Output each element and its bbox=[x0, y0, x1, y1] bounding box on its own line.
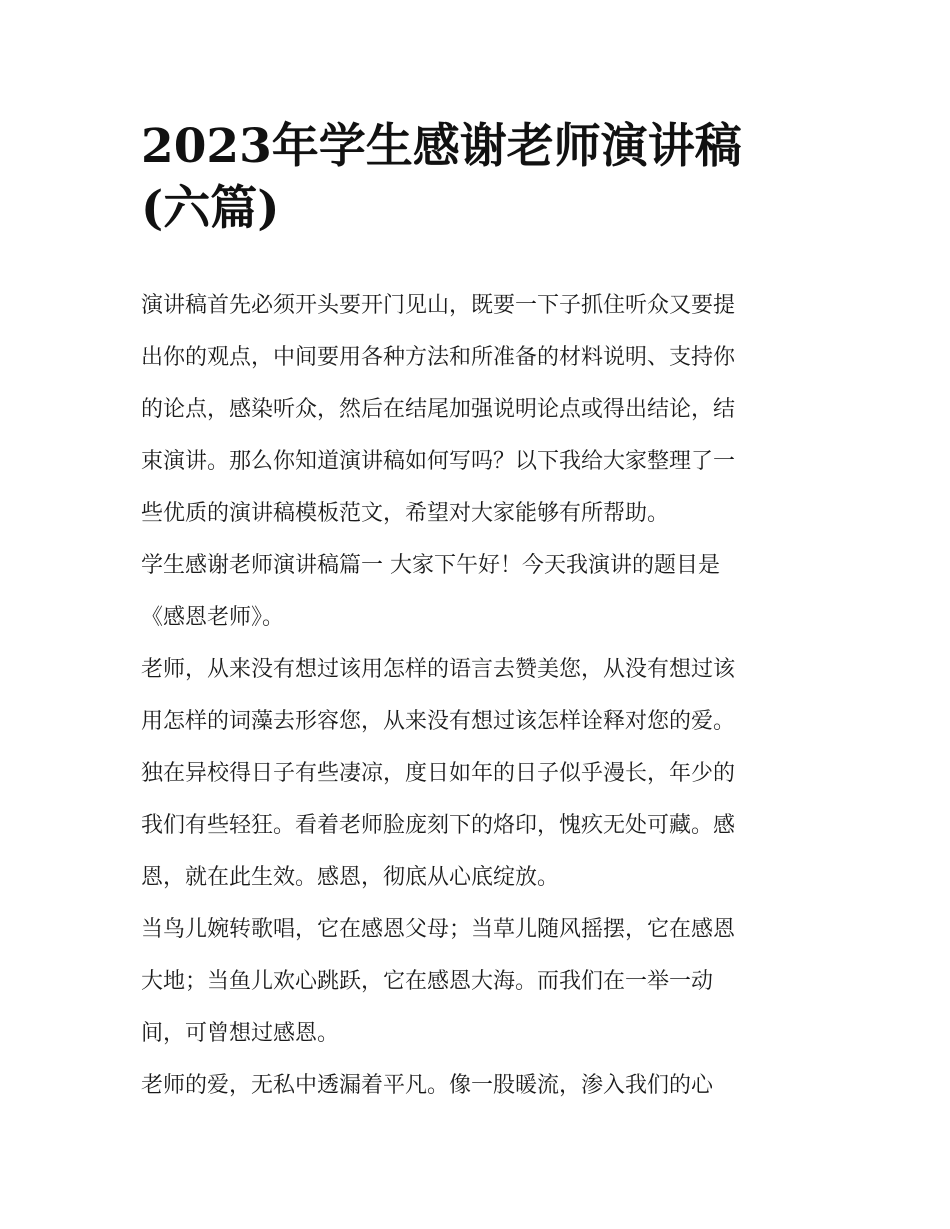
body-line: 出你的观点，中间要用各种方法和所准备的材料说明、支持你 bbox=[141, 345, 736, 370]
document-body bbox=[141, 280, 821, 1112]
title-line-2: (六篇) bbox=[141, 181, 280, 236]
body-line: 独在异校得日子有些凄凉，度日如年的日子似乎漫长，年少的 bbox=[141, 761, 736, 786]
body-line: 学生感谢老师演讲稿篇一 大家下午好！今天我演讲的题目是 bbox=[141, 553, 720, 578]
body-line: 《感恩老师》。 bbox=[141, 605, 285, 630]
body-line: 当鸟儿婉转歌唱，它在感恩父母；当草儿随风摇摆，它在感恩 bbox=[141, 917, 736, 942]
body-line: 老师的爱，无私中透漏着平凡。像一股暖流，渗入我们的心 bbox=[141, 1073, 714, 1098]
title-line-1: 2023年学生感谢老师演讲稿 bbox=[141, 119, 742, 174]
document-title bbox=[141, 116, 821, 240]
body-line: 间，可曾想过感恩。 bbox=[141, 1021, 340, 1046]
body-line: 老师，从来没有想过该用怎样的语言去赞美您，从没有想过该 bbox=[141, 657, 736, 682]
body-line: 些优质的演讲稿模板范文，希望对大家能够有所帮助。 bbox=[141, 501, 670, 526]
body-line: 我们有些轻狂。看着老师脸庞刻下的烙印，愧疚无处可藏。感 bbox=[141, 813, 736, 838]
body-line: 束演讲。那么你知道演讲稿如何写吗？以下我给大家整理了一 bbox=[141, 449, 736, 474]
body-line: 用怎样的词藻去形容您，从来没有想过该怎样诠释对您的爱。 bbox=[141, 709, 736, 734]
body-line: 大地；当鱼儿欢心跳跃，它在感恩大海。而我们在一举一动 bbox=[141, 969, 714, 994]
body-line: 恩，就在此生效。感恩，彻底从心底绽放。 bbox=[141, 865, 560, 890]
body-line: 演讲稿首先必须开头要开门见山，既要一下子抓住听众又要提 bbox=[141, 293, 736, 318]
body-line: 的论点，感染听众，然后在结尾加强说明论点或得出结论，结 bbox=[141, 397, 736, 422]
